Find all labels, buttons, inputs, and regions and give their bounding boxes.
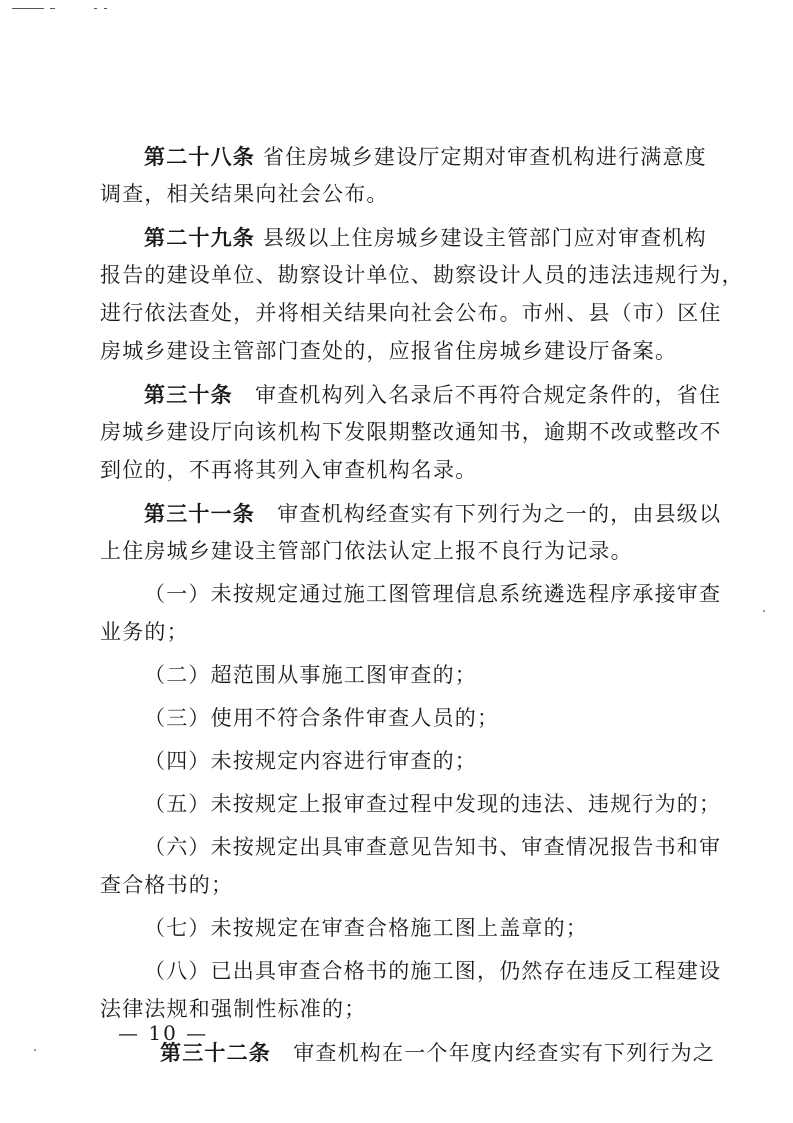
list-item-1-line-1: （一）未按规定通过施工图管理信息系统遴选程序承接审查 — [144, 582, 722, 606]
article-29-line-3: 进行依法查处，并将相关结果向社会公布。市州、县（市）区住 — [100, 301, 722, 325]
article-text: 审查机构列入名录后不再符合规定条件的，省住 — [232, 383, 722, 407]
scan-speck — [34, 1049, 36, 1051]
page-number: — 10 — — [118, 1021, 209, 1045]
list-item-7: （七）未按规定在审查合格施工图上盖章的； — [144, 916, 588, 940]
article-30-line-2: 房城乡建设厅向该机构下发限期整改通知书，逾期不改或整改不 — [100, 420, 722, 444]
list-item-2: （二）超范围从事施工图审查的； — [144, 663, 477, 687]
article-28-line-1 — [100, 144, 707, 169]
list-item-4: （四）未按规定内容进行审查的； — [144, 749, 477, 773]
article-32-line-1 — [100, 1040, 715, 1065]
article-text: 县级以上住房城乡建设主管部门应对审查机构 — [255, 226, 707, 250]
article-30-line-3: 到位的，不再将其列入审查机构名录。 — [100, 458, 478, 482]
list-item-1-line-2: 业务的； — [100, 620, 189, 644]
article-heading: 第二十九条 — [144, 225, 255, 250]
scan-artifact-line — [50, 8, 55, 9]
article-31-line-1 — [100, 501, 722, 526]
article-heading: 第三十二条 — [160, 1040, 271, 1065]
article-29-line-2: 报告的建设单位、勘察设计单位、勘察设计人员的违法违规行为， — [100, 263, 744, 287]
article-29-line-1 — [100, 225, 707, 250]
article-text: 省住房城乡建设厅定期对审查机构进行满意度 — [255, 145, 707, 169]
article-heading: 第三十条 — [144, 382, 233, 407]
list-item-6-line-1: （六）未按规定出具审查意见告知书、审查情况报告书和审 — [144, 835, 722, 859]
article-31-line-2: 上住房城乡建设主管部门依法认定上报不良行为记录。 — [100, 539, 633, 563]
scan-artifact-line — [104, 8, 107, 9]
scan-artifact-line — [12, 8, 44, 9]
list-item-8-line-2: 法律法规和强制性标准的； — [100, 997, 367, 1021]
article-heading: 第二十八条 — [144, 144, 255, 169]
article-30-line-1 — [100, 382, 722, 407]
article-28-line-2: 调查，相关结果向社会公布。 — [100, 182, 389, 206]
list-item-3: （三）使用不符合条件审查人员的； — [144, 706, 500, 730]
article-29-line-4: 房城乡建设主管部门查处的，应报省住房城乡建设厅备案。 — [100, 339, 678, 363]
article-heading: 第三十一条 — [144, 501, 255, 526]
list-item-5: （五）未按规定上报审查过程中发现的违法、违规行为的； — [144, 792, 722, 816]
list-item-8-line-1: （八）已出具审查合格书的施工图，仍然存在违反工程建设 — [144, 959, 722, 983]
scan-speck — [763, 610, 765, 612]
list-item-6-line-2: 查合格书的； — [100, 873, 234, 897]
scan-artifact-line — [94, 8, 97, 9]
document-body — [100, 144, 744, 1080]
article-text: 审查机构在一个年度内经查实有下列行为之 — [271, 1041, 715, 1065]
article-text: 审查机构经查实有下列行为之一的，由县级以 — [255, 502, 722, 526]
